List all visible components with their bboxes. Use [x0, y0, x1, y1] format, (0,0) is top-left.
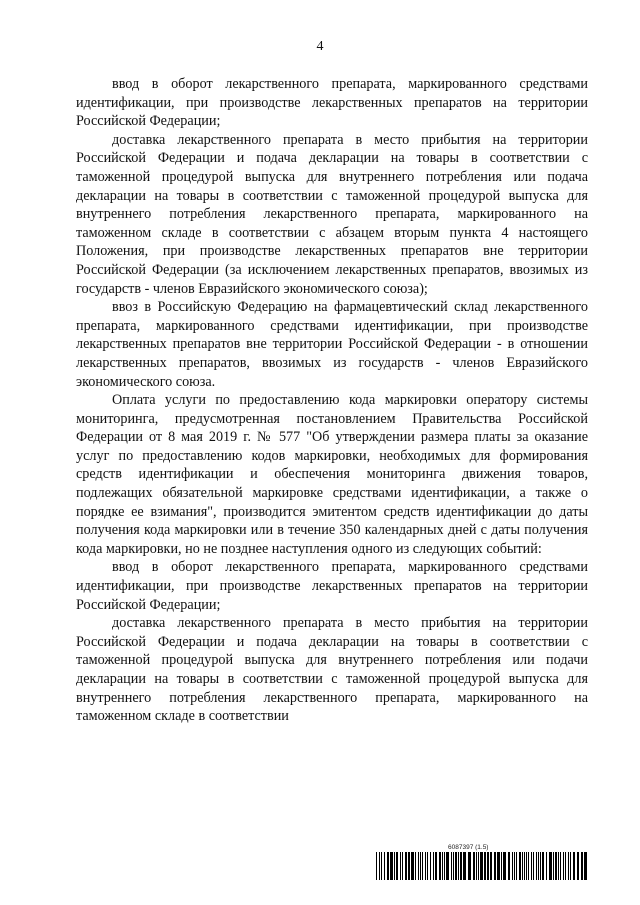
barcode-icon [376, 852, 588, 880]
document-body [76, 75, 588, 726]
paragraph-1: ввод в оборот лекарственного препарата, маркированного средствами идентификации, при производстве лекарственных препаратов на территории Российской Федерации; [76, 76, 588, 130]
paragraph-2: доставка лекарственного препарата в место прибытия на территории Российской Федерации и подача декларации на товары в соответствии с таможенной процедурой выпуска для внутреннего потребления или подача декларации на товары в соответствии с таможенной процедурой выпуска для внутреннего потребления лекарственного препарата, маркированного на таможенном складе в соответствии с абзацем вторым пункта 4 настоящего Положения, при производстве лекарственных препаратов вне территории Российской Федерации (за исключением лекарственных препаратов, ввозимых из государств - членов Евразийского экономического союза); [76, 131, 588, 297]
paragraph-4: Оплата услуги по предоставлению кода маркировки оператору системы мониторинга, предусмотренная постановлением Правительства Российской Федерации от 8 мая 2019 г. № 577 "Об утверждении размера платы за оказание услуг по предоставлению кодов маркировки, необходимых для формирования средств идентификации и обеспечения мониторинга движения товаров, подлежащих обязательной маркировке средствами идентификации, а также о порядке ее взимания", производится эмитентом средств идентификации до даты получения кода маркировки или в течение 350 календарных дней с даты получения кода маркировки, но не позднее наступления одного из следующих событий: [76, 392, 588, 557]
page-number: 4 [316, 39, 324, 54]
paragraph-3: ввоз в Российскую Федерацию на фармацевтический склад лекарственного препарата, маркированного средствами идентификации, при производстве лекарственных препаратов вне территории Российской Федерации - в отношении лекарственных препаратов, ввозимых из государств - членов Евразийского экономического союза. [76, 299, 588, 390]
document-code: 6087397 (1.5) [448, 844, 489, 851]
paragraph-6: доставка лекарственного препарата в место прибытия на территории Российской Федерации и подача декларации на товары в соответствии с таможенной процедурой выпуска для внутреннего потребления или подачи декларации на товары в соответствии с таможенной процедурой выпуска для внутреннего потребления лекарственного препарата, маркированного на таможенном складе в соответствии [76, 615, 588, 725]
paragraph-5: ввод в оборот лекарственного препарата, маркированного средствами идентификации, при производстве лекарственных препаратов на территории Российской Федерации; [76, 559, 588, 613]
